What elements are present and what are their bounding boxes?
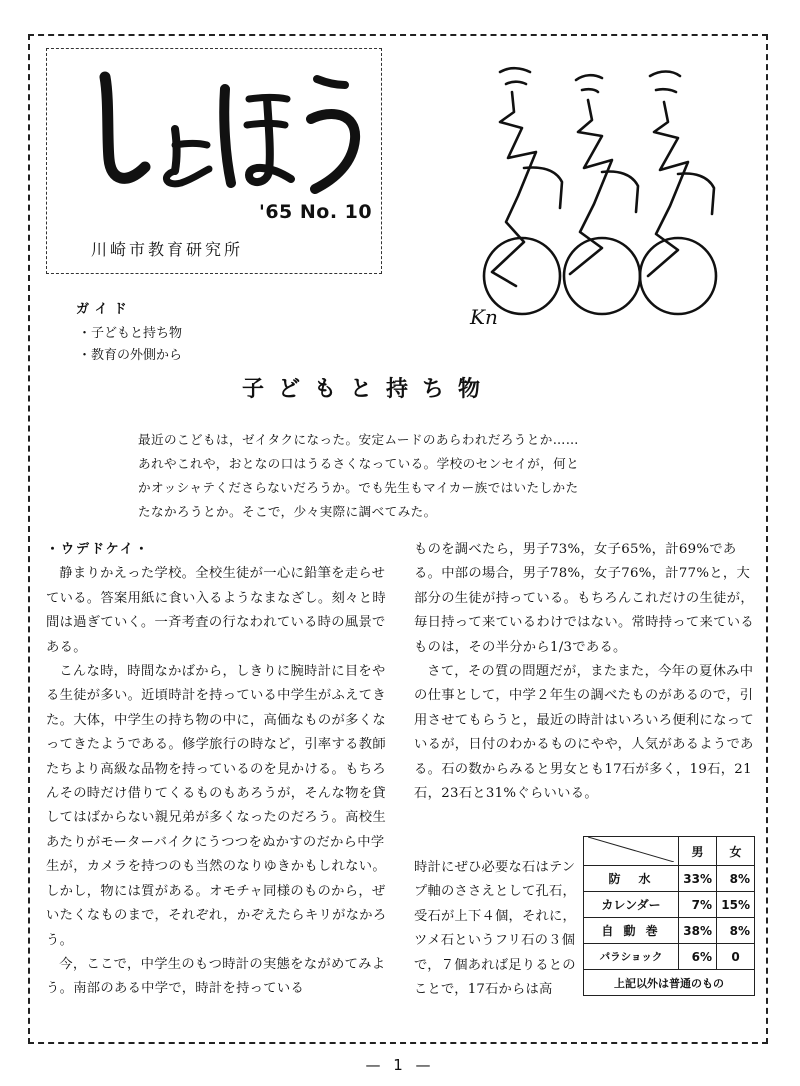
logo-calligraphy <box>65 59 365 199</box>
guide-title: ガイド <box>76 302 133 317</box>
body-paragraph: 時計にぜひ必要な石はテンプ軸のささえとして孔石，受石が上下４個，それに，ツメ石というフリ石の３個で，７個あれば足りるとのことで，17石からは高 <box>414 860 576 998</box>
masthead-box <box>46 48 382 274</box>
cell-male: 6% <box>679 944 717 970</box>
body-paragraph: こんな時，時間なかばから，しきりに腕時計に目をやる生徒が多い。近頃時計を持っている中学生がふえてきた。大体，中学生の持ち物の中に，高価なものが多くなってきたようである。修学旅行の時など，引率する教師たちより高級な品物を持っているのを見かける。もちろんその時だけ借りてくるものもあろうが，そんな物を貸してはばからない親兄弟が多くなったのだろう。高校生あたりがモーターバイクにうつつをぬかすのだから中学生が，カメラを持つのも当然のなりゆきかもしれない。しかし，物には質がある。オモチャ同様のものから，ぜいたくなものまで，それぞれ，かぞえたらキリがなかろう。 <box>46 664 387 948</box>
header-female: 女 <box>717 837 755 866</box>
row-label: 防 水 <box>584 866 679 892</box>
cell-male: 7% <box>679 892 717 918</box>
watch-features-table <box>583 836 755 996</box>
row-label: パラショック <box>584 944 679 970</box>
table-note: 上記以外は普通のもの <box>584 970 755 996</box>
body-paragraph: 今，ここで，中学生のもつ時計の実態をながめてみよう。南部のある中学で，時計を持っている <box>46 956 386 997</box>
page-number: — 1 — <box>365 1056 435 1074</box>
row-label: 自 動 巻 <box>584 918 679 944</box>
cell-male: 33% <box>679 866 717 892</box>
guide-item: ・子どもと持ち物 <box>78 326 183 341</box>
table-row <box>584 892 755 918</box>
lead-line: かオッシャテくださらないだろうか。でも先生もマイカー族ではいたしかた <box>138 480 579 495</box>
column-right <box>414 538 758 806</box>
guide-item: ・教育の外側から <box>78 348 183 363</box>
cell-female: 0 <box>717 944 755 970</box>
issue-number: '65 No. 10 <box>259 201 373 223</box>
cell-male: 38% <box>679 918 717 944</box>
lead-line: たなかろうとか。そこで，少々実際に調べてみた。 <box>138 504 437 519</box>
table-row <box>584 944 755 970</box>
article-headline: 子どもと持ち物 <box>242 376 495 402</box>
row-label: カレンダー <box>584 892 679 918</box>
cell-female: 8% <box>717 918 755 944</box>
cell-female: 15% <box>717 892 755 918</box>
body-paragraph: 静まりかえった学校。全校生徒が一心に鉛筆を走らせている。答案用紙に食い入るようなまなざし。刻々と時間は過ぎていく。一斉考査の行なわれている時の風景である。 <box>46 566 386 655</box>
body-paragraph: さて，その質の問題だが，またまた，今年の夏休み中の仕事として，中学２年生の調べたものがあるので，引用させてもらうと，最近の時計はいろいろ便利になっているが，日付のわかるものにやや，人気があるようである。石の数からみると男女とも17石が多く，19石，21石，23石と31%ぐらいいる。 <box>414 664 754 802</box>
header-male: 男 <box>679 837 717 866</box>
table-header-row <box>584 837 755 866</box>
diagonal-line <box>588 837 674 862</box>
body-paragraph: ものを調べたら，男子73%，女子65%，計69%である。中部の場合，男子78%，女子76%，計77%と，大部分の生徒が持っている。もちろんこれだけの生徒が，毎日持って来ているわけではない。常時持って来ているものは，その半分から1/3である。 <box>414 542 754 655</box>
cell-female: 8% <box>717 866 755 892</box>
table-corner-cell <box>584 837 679 866</box>
three-cyclists-illustration <box>452 62 738 334</box>
lead-line: 最近のこどもは，ゼイタクになった。安定ムードのあらわれだろうとか…… <box>138 432 579 447</box>
table-note-row <box>584 970 755 996</box>
table-row <box>584 866 755 892</box>
column-left <box>46 538 388 1002</box>
guide-box <box>76 298 182 367</box>
column-right-narrow <box>414 856 576 1002</box>
table-row <box>584 918 755 944</box>
lead-line: あれやこれや，おとなの口はうるさくなっている。学校のセンセイが，何と <box>138 456 580 471</box>
publisher-name: 川崎市教育研究所 <box>91 240 244 259</box>
signature-text: Kn <box>470 305 498 329</box>
section-title: ・ウデドケイ・ <box>46 542 150 557</box>
article-lead <box>138 428 668 524</box>
